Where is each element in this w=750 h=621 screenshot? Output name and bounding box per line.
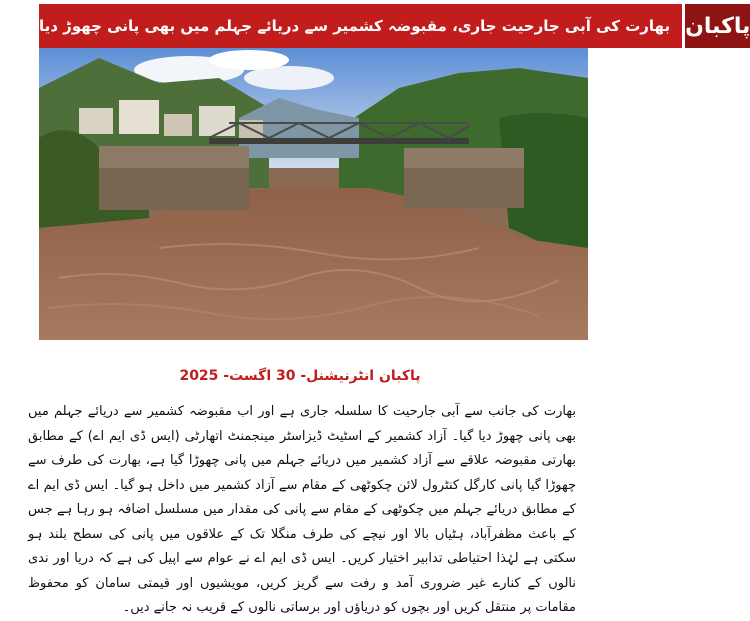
building [79,108,113,134]
news-photo [39,48,588,340]
article-header [39,4,750,48]
building [164,114,192,136]
bridge-pier-left-face [99,168,249,210]
building [119,100,159,134]
bridge-pier-right-face [404,168,524,208]
bridge-deck [209,138,469,144]
article-body: بھارت کی جانب سے آبی جارحیت کا سلسلہ جاری ہے اور اب مقبوضہ کشمیر سے دریائے جہلم میں بھی پانی چھوڑ دیا گیا۔ آزاد کشمیر کے اسٹیٹ ڈیزاسٹر مینجمنٹ اتھارٹی (ایس ڈی ایم اے) کے مطابق بھارتی مقبوضہ علاقے سے آزاد کشمیر میں دریائے جہلم میں پانی چھوڑا گیا ہے، بھارت کی طرف سے چھوڑا گیا پانی کارگل کنٹرول لائن چکوٹھی کے مقام سے آزاد کشمیر میں داخل ہو گیا۔ ایس ڈی ایم اے کے مطابق دریائے جہلم میں چکوٹھی کے مقام سے پانی کی مقدار میں مسلسل اضافہ ہو رہا ہے جس کے باعث مظفرآباد، ہٹیاں بالا اور نیچے کی طرف منگلا تک کے علاقوں میں پانی کی سطح بلند ہو سکتی ہے لہٰذا احتیاطی تدابیر اختیار کریں۔ ایس ڈی ایم اے نے عوام سے اپیل کی ہے کہ دریا اور ندی نالوں کے کنارے غیر ضروری آمد و رفت سے گریز کریں، مویشیوں اور قیمتی سامان کو محفوظ مقامات پر منتقل کریں اور بچوں کو دریاؤں اور برساتی نالوں کے قریب نہ جانے دیں۔ [28,404,576,615]
dateline: پاکبان انٹرنیشنل- 30 اگست- 2025 [179,368,421,384]
building [199,106,235,136]
headline: بھارت کی آبی جارحیت جاری، مقبوضہ کشمیر سے دریائے جہلم میں بھی پانی چھوڑ دیا [39,4,682,48]
river-bridge-illustration [39,48,588,340]
cloud [209,50,289,70]
brand-logo: پاکبان [682,4,750,48]
